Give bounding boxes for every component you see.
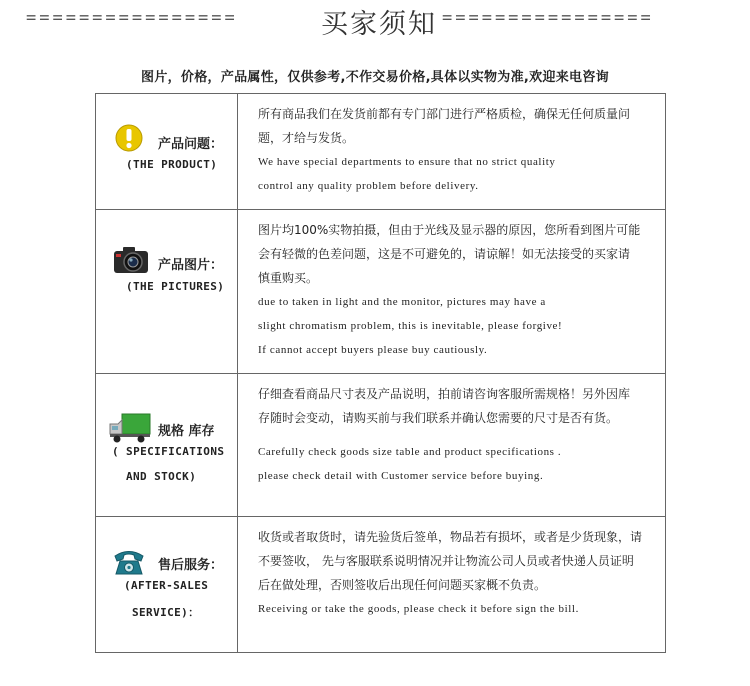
cn-line: 不要签收， 先与客服联系说明情况并让物流公司人员或者快递人员证明 bbox=[258, 554, 634, 568]
en-line: Carefully check goods size table and product specifications . bbox=[258, 446, 562, 458]
row-label-cn: 售后服务： bbox=[158, 558, 224, 573]
page-header bbox=[0, 0, 750, 50]
row-label-en: SERVICE)： bbox=[132, 606, 200, 619]
row-content-cell bbox=[238, 374, 665, 516]
table-row-product bbox=[96, 94, 665, 210]
row-label-en: (AFTER-SALES bbox=[124, 579, 209, 592]
header-divider-right: ================ bbox=[442, 8, 654, 28]
table-row-specifications bbox=[96, 374, 665, 517]
header-divider-left: ================ bbox=[26, 8, 238, 28]
row-label-cn: 产品问题： bbox=[158, 137, 224, 152]
table-row-after-sales bbox=[96, 517, 665, 652]
row-content-cell bbox=[238, 94, 665, 209]
cn-line: 图片均100%实物拍摄，但由于光线及显示器的原因，您所看到图片可能 bbox=[258, 223, 641, 237]
cn-line: 后在做处理，否则签收后出现任何问题买家概不负责。 bbox=[258, 578, 547, 592]
row-label-cn: 规格 库存 bbox=[158, 424, 215, 439]
row-label-en: (THE PRODUCT) bbox=[126, 158, 218, 171]
row-label-en: AND STOCK) bbox=[126, 470, 197, 483]
camera-icon bbox=[112, 244, 150, 276]
en-line: due to taken in light and the monitor, pictures may have a bbox=[258, 296, 546, 308]
notice-table bbox=[95, 93, 666, 653]
row-label-cell bbox=[96, 517, 238, 652]
cn-line: 仔细查看商品尺寸表及产品说明，拍前请咨询客服所需规格！另外因库 bbox=[258, 387, 631, 401]
en-line: If cannot accept buyers please buy cautiously. bbox=[258, 344, 488, 356]
cn-line: 题，才给与发货。 bbox=[258, 131, 355, 145]
cn-line: 所有商品我们在发货前都有专门部门进行严格质检，确保无任何质量问 bbox=[258, 107, 631, 121]
row-label-cn: 产品图片： bbox=[158, 258, 224, 273]
cn-line: 存随时会变动，请购买前与我们联系并确认您需要的尺寸是否有货。 bbox=[258, 411, 619, 425]
cn-line: 慎重购买。 bbox=[258, 271, 319, 285]
row-label-en: ( SPECIFICATIONS bbox=[112, 445, 225, 458]
row-label-en: (THE PICTURES) bbox=[126, 280, 225, 293]
row-label-cell bbox=[96, 210, 238, 373]
table-row-pictures bbox=[96, 210, 665, 374]
cn-line: 会有轻微的色差问题，这是不可避免的，请谅解！如无法接受的买家请 bbox=[258, 247, 631, 261]
row-label-cell bbox=[96, 374, 238, 516]
delivery-truck-icon bbox=[108, 412, 152, 444]
cn-line: 收货或者取货时，请先验货后签单，物品若有损坏，或者是少货现象，请 bbox=[258, 530, 643, 544]
telephone-icon bbox=[112, 547, 146, 577]
page-title: 买家须知 bbox=[321, 9, 437, 40]
en-line: control any quality problem before delivery. bbox=[258, 180, 479, 192]
en-line: slight chromatism problem, this is inevitable, please forgive! bbox=[258, 320, 563, 332]
row-label-cell bbox=[96, 94, 238, 209]
en-line: Receiving or take the goods, please check it before sign the bill. bbox=[258, 603, 579, 615]
en-line: We have special departments to ensure that no strict quality bbox=[258, 156, 556, 168]
exclamation-icon bbox=[115, 124, 143, 154]
en-line: please check detail with Customer service before buying. bbox=[258, 470, 544, 482]
row-content-cell bbox=[238, 210, 665, 373]
row-content-cell bbox=[238, 517, 665, 652]
page-subtitle: 图片，价格，产品属性，仅供参考,不作交易价格,具体以实物为准,欢迎来电咨询 bbox=[141, 70, 609, 85]
